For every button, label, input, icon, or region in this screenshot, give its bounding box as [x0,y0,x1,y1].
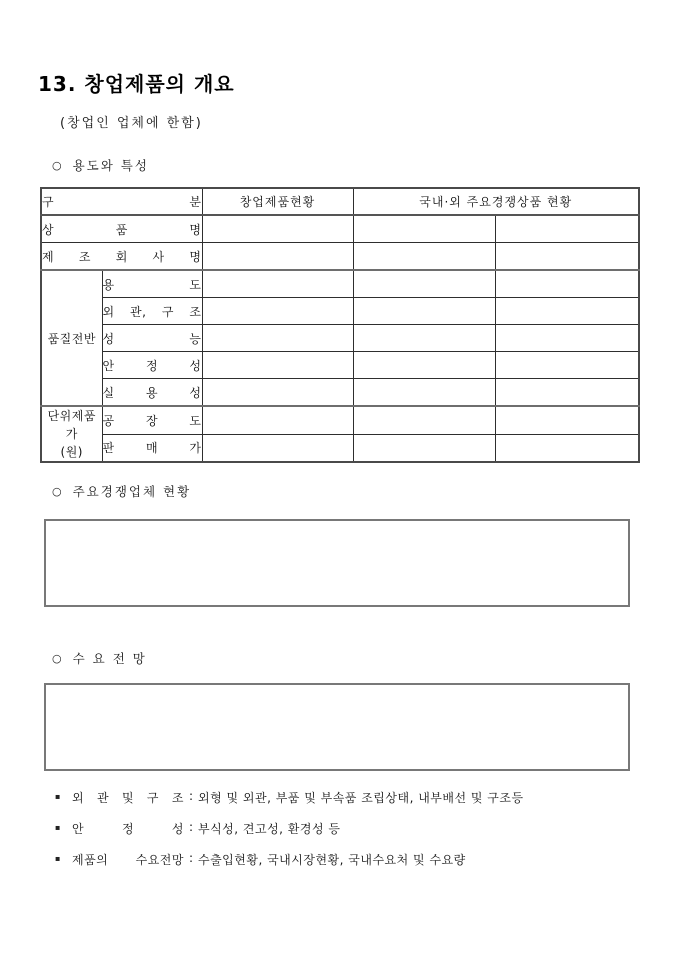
empty-cell [353,325,495,352]
group-label-unit-price [41,406,102,462]
row-label-usage: 용 도 [102,270,202,298]
empty-cell [353,406,495,434]
row-label-practicality: 실 용 성 [102,379,202,407]
row-label-sale-price: 판 매 가 [102,434,202,462]
footnote-description: 부식성, 견고성, 환경성 등 [198,822,341,836]
footnote-separator: : [188,851,194,865]
row-label-factory-price: 공 장 도 [102,406,202,434]
empty-cell [202,243,353,271]
empty-cell [202,406,353,434]
footnote-separator: : [188,789,194,803]
page-title: 13. 창업제품의 개요 [38,72,235,96]
empty-cell [353,270,495,298]
section-heading-demand-label: 수 요 전 망 [72,651,147,666]
row-label-stability: 안 정 성 [102,352,202,379]
table-row-factory-price [41,406,639,434]
row-label-appearance-structure: 외 관, 구 조 [102,298,202,325]
footnote-description: 외형 및 외관, 부품 및 부속품 조립상태, 내부배선 및 구조등 [198,791,524,805]
table-row-performance [41,325,639,352]
empty-cell [353,352,495,379]
group-label-unit-price-line2: (원) [60,445,83,459]
group-label-unit-price-line1: 단위제품가 [47,409,96,441]
empty-cell [495,243,639,271]
table-row-usage [41,270,639,298]
empty-cell [202,434,353,462]
empty-cell [202,298,353,325]
table-header-row [41,188,639,215]
col-header-startup-product: 창업제품현황 [202,188,353,215]
empty-cell [495,270,639,298]
empty-cell [495,298,639,325]
empty-cell [353,215,495,243]
empty-cell [202,352,353,379]
empty-cell [495,379,639,407]
footnote-separator: : [188,820,194,834]
row-label-manufacturer-name: 제 조 회 사 명 [41,243,202,271]
empty-cell [202,325,353,352]
empty-cell [353,379,495,407]
empty-cell [353,434,495,462]
row-label-performance: 성 능 [102,325,202,352]
circle-bullet-icon: ○ [52,651,64,665]
empty-cell [202,379,353,407]
empty-cell [202,215,353,243]
empty-cell [202,270,353,298]
footnote-demand-forecast [55,851,524,882]
square-bullet-icon: ▪ [55,854,61,863]
section-heading-usage-label: 용도와 특성 [72,158,149,173]
square-bullet-icon: ▪ [55,823,61,832]
row-label-product-name: 상 품 명 [41,215,202,243]
empty-cell [353,298,495,325]
footnote-stability [55,820,524,851]
col-header-competing-products: 국내·외 주요경쟁상품 현황 [353,188,639,215]
circle-bullet-icon: ○ [52,158,64,172]
table-row-practicality [41,379,639,407]
table-row-stability [41,352,639,379]
empty-cell [495,215,639,243]
footnote-term: 제품의 수요전망 [72,853,184,867]
empty-cell [495,352,639,379]
empty-cell [353,243,495,271]
empty-cell [495,406,639,434]
table-row-appearance-structure [41,298,639,325]
demand-forecast-box [44,683,630,771]
section-heading-competitors [52,482,191,500]
square-bullet-icon: ▪ [55,792,61,801]
empty-cell [495,434,639,462]
section-heading-competitors-label: 주요경쟁업체 현황 [72,484,192,499]
col-header-category: 구 분 [41,188,202,215]
footnote-term: 외 관 및 구 조 [72,791,184,805]
footnote-term: 안 정 성 [72,822,184,836]
table-row-sale-price [41,434,639,462]
section-heading-usage [52,156,149,174]
group-label-quality: 품질전반 [41,270,102,406]
footnotes [55,789,524,882]
table-row-manufacturer-name [41,243,639,271]
empty-cell [495,325,639,352]
footnote-description: 수출입현황, 국내시장현황, 국내수요처 및 수요량 [198,853,466,867]
section-heading-demand [52,649,147,667]
circle-bullet-icon: ○ [52,484,64,498]
competitors-status-box [44,519,630,607]
footnote-appearance-structure [55,789,524,820]
page-subtitle: (창업인 업체에 한함) [60,116,203,131]
table-row-product-name [41,215,639,243]
product-overview-table [40,187,640,463]
